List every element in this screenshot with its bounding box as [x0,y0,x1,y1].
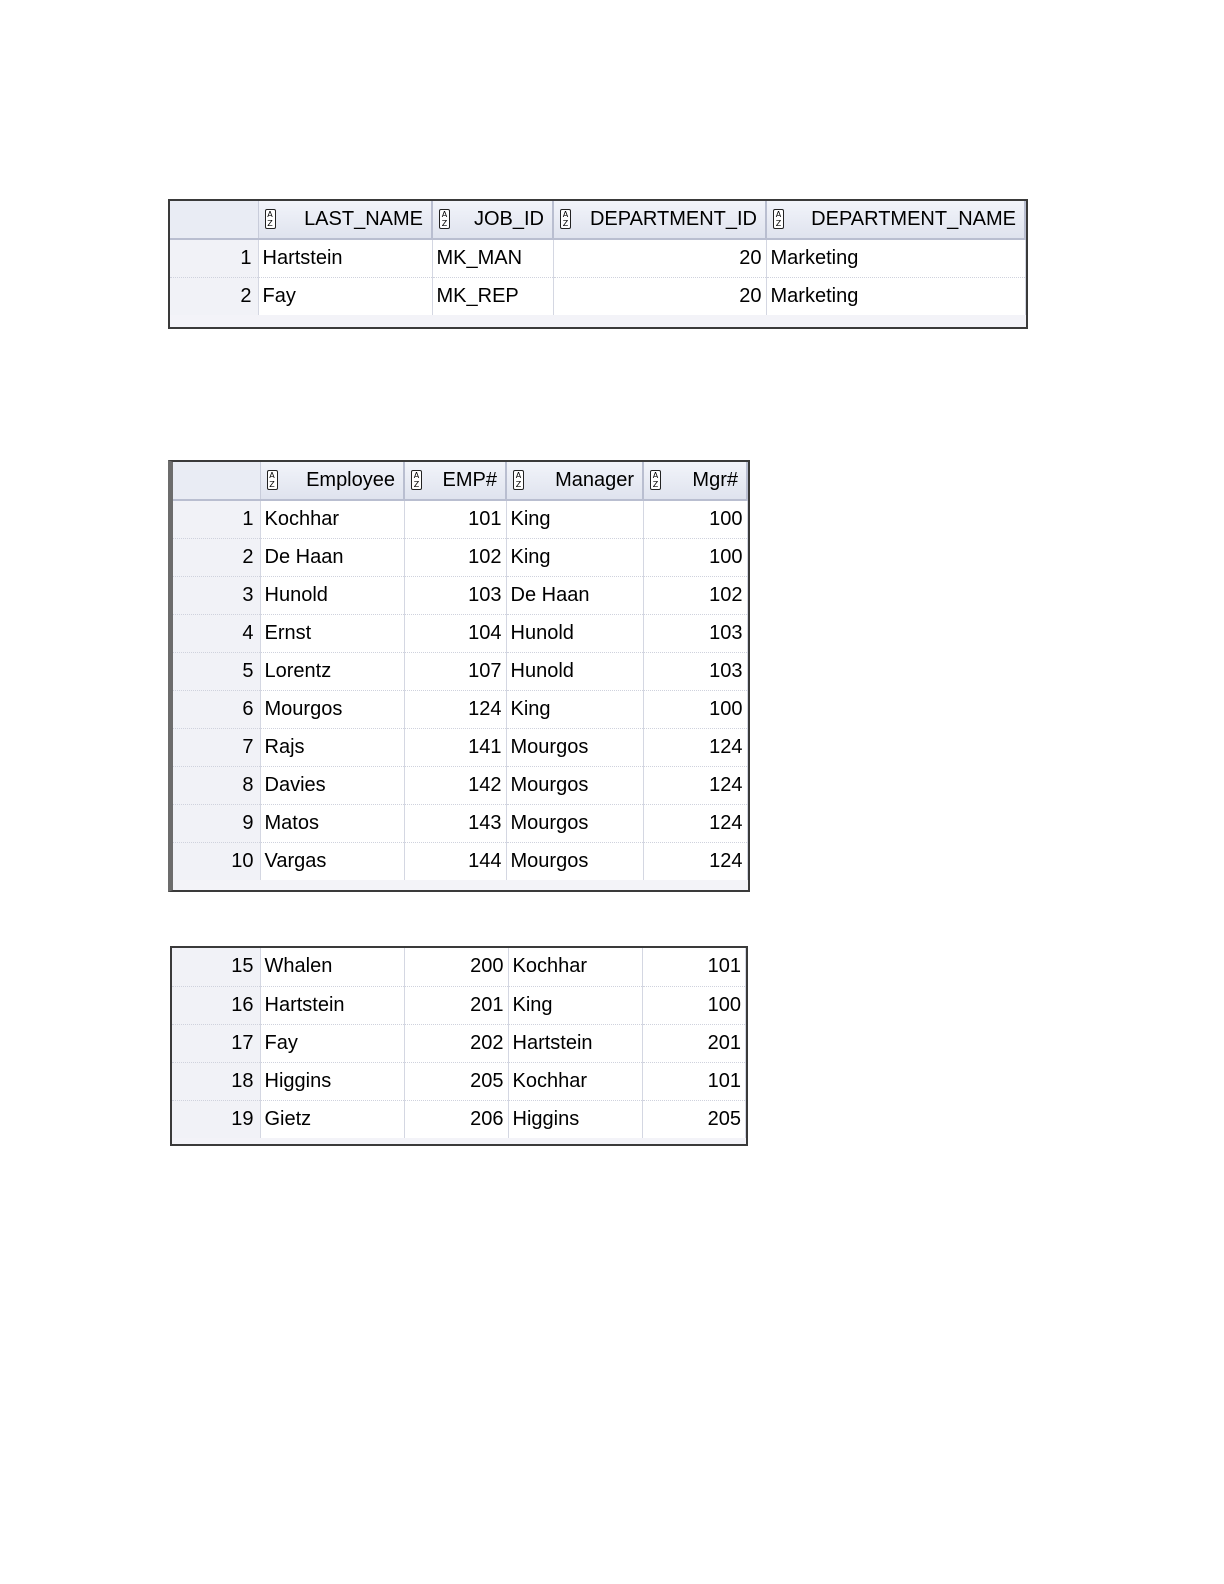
cell-mgr-number[interactable]: 201 [642,1024,746,1062]
cell-employee[interactable]: Davies [260,766,404,804]
sort-az-icon[interactable]: A Z [560,209,571,229]
cell-manager[interactable]: King [506,690,643,728]
cell-emp-number[interactable]: 201 [404,986,508,1024]
sort-az-icon[interactable]: A Z [439,209,450,229]
column-header-manager[interactable]: A Z Manager [506,462,643,500]
cell-mgr-number[interactable]: 124 [643,766,747,804]
row-number: 17 [172,1024,260,1062]
row-number: 1 [173,500,260,538]
column-header-employee[interactable]: A Z Employee [260,462,404,500]
row-number: 2 [173,538,260,576]
cell-emp-number[interactable]: 104 [404,614,506,652]
cell-department-id[interactable]: 20 [553,277,766,315]
row-number: 6 [173,690,260,728]
cell-employee[interactable]: Matos [260,804,404,842]
row-number: 10 [173,842,260,880]
cell-emp-number[interactable]: 124 [404,690,506,728]
cell-mgr-number[interactable]: 124 [643,728,747,766]
cell-manager[interactable]: De Haan [506,576,643,614]
cell-job-id[interactable]: MK_REP [432,277,553,315]
table-row[interactable] [172,986,746,1024]
cell-job-id[interactable]: MK_MAN [432,239,553,277]
column-header-mgr-number[interactable]: A Z Mgr# [643,462,747,500]
row-number: 1 [170,239,258,277]
cell-manager[interactable]: Hunold [506,652,643,690]
cell-mgr-number[interactable]: 100 [643,690,747,728]
row-number: 15 [172,948,260,986]
cell-emp-number[interactable]: 143 [404,804,506,842]
cell-mgr-number[interactable]: 124 [643,804,747,842]
table-row[interactable] [173,538,747,576]
cell-employee[interactable]: Hunold [260,576,404,614]
row-number: 16 [172,986,260,1024]
table-row[interactable] [173,576,747,614]
column-header-department-name[interactable]: A Z DEPARTMENT_NAME [766,201,1025,239]
cell-mgr-number[interactable]: 101 [642,948,746,986]
table-row[interactable] [173,690,747,728]
cell-manager[interactable]: Kochhar [508,1062,642,1100]
table-row[interactable] [173,728,747,766]
sort-az-icon[interactable]: A Z [267,470,278,490]
sort-az-icon[interactable]: A Z [265,209,276,229]
cell-mgr-number[interactable]: 103 [643,614,747,652]
row-number: 5 [173,652,260,690]
column-header-department-id[interactable]: A Z DEPARTMENT_ID [553,201,766,239]
cell-manager[interactable]: King [508,986,642,1024]
cell-employee[interactable]: Vargas [260,842,404,880]
column-header-emp-number[interactable]: A Z EMP# [404,462,506,500]
cell-mgr-number[interactable]: 103 [643,652,747,690]
cell-department-name[interactable]: Marketing [766,239,1025,277]
row-number: 18 [172,1062,260,1100]
cell-mgr-number[interactable]: 102 [643,576,747,614]
query-result-grid-departments [168,199,1028,329]
table-row[interactable] [173,500,747,538]
cell-emp-number[interactable]: 205 [404,1062,508,1100]
cell-employee[interactable]: Ernst [260,614,404,652]
cell-manager[interactable]: Hunold [506,614,643,652]
cell-mgr-number[interactable]: 100 [643,538,747,576]
cell-department-name[interactable]: Marketing [766,277,1025,315]
cell-emp-number[interactable]: 200 [404,948,508,986]
query-result-grid-employees [168,460,750,892]
query-result-grid-employees-continued [170,946,748,1146]
table-row[interactable] [170,277,1025,315]
cell-manager[interactable]: Mourgos [506,842,643,880]
row-number: 2 [170,277,258,315]
table-row[interactable] [172,1062,746,1100]
cell-manager[interactable]: King [506,500,643,538]
column-header-job-id[interactable]: A Z JOB_ID [432,201,553,239]
row-number: 3 [173,576,260,614]
row-number: 7 [173,728,260,766]
cell-emp-number[interactable]: 202 [404,1024,508,1062]
cell-manager[interactable]: Hartstein [508,1024,642,1062]
row-number-header [173,462,260,500]
table-row[interactable] [172,1024,746,1062]
cell-mgr-number[interactable]: 100 [643,500,747,538]
table-row[interactable] [172,948,746,986]
cell-employee[interactable]: Fay [260,1024,404,1062]
cell-emp-number[interactable]: 142 [404,766,506,804]
cell-employee[interactable]: Whalen [260,948,404,986]
cell-manager[interactable]: Higgins [508,1100,642,1138]
cell-last-name[interactable]: Fay [258,277,432,315]
row-number: 19 [172,1100,260,1138]
table-row[interactable] [173,766,747,804]
cell-emp-number[interactable]: 103 [404,576,506,614]
row-number: 9 [173,804,260,842]
grid-header-row [170,201,1025,239]
cell-mgr-number[interactable]: 124 [643,842,747,880]
cell-employee[interactable]: Hartstein [260,986,404,1024]
cell-emp-number[interactable]: 102 [404,538,506,576]
table-row[interactable] [173,652,747,690]
cell-emp-number[interactable]: 107 [404,652,506,690]
cell-employee[interactable]: Lorentz [260,652,404,690]
cell-emp-number[interactable]: 101 [404,500,506,538]
table-row[interactable] [173,842,747,880]
row-number: 8 [173,766,260,804]
column-header-last-name[interactable]: A Z LAST_NAME [258,201,432,239]
cell-manager[interactable]: Mourgos [506,804,643,842]
table-row[interactable] [173,614,747,652]
cell-employee[interactable]: Gietz [260,1100,404,1138]
cell-mgr-number[interactable]: 100 [642,986,746,1024]
cell-employee[interactable]: Mourgos [260,690,404,728]
row-number: 4 [173,614,260,652]
sort-az-icon[interactable]: A Z [650,470,661,490]
sort-az-icon[interactable]: A Z [513,470,524,490]
cell-department-id[interactable]: 20 [553,239,766,277]
table-row[interactable] [170,239,1025,277]
cell-manager[interactable]: Kochhar [508,948,642,986]
cell-employee[interactable]: Higgins [260,1062,404,1100]
sort-az-icon[interactable]: A Z [411,470,422,490]
cell-emp-number[interactable]: 141 [404,728,506,766]
cell-manager[interactable]: Mourgos [506,766,643,804]
cell-mgr-number[interactable]: 101 [642,1062,746,1100]
cell-employee[interactable]: Kochhar [260,500,404,538]
cell-last-name[interactable]: Hartstein [258,239,432,277]
cell-emp-number[interactable]: 144 [404,842,506,880]
cell-manager[interactable]: King [506,538,643,576]
row-number-header [170,201,258,239]
cell-mgr-number[interactable]: 205 [642,1100,746,1138]
grid-header-row [173,462,747,500]
cell-manager[interactable]: Mourgos [506,728,643,766]
sort-az-icon[interactable]: A Z [773,209,784,229]
cell-emp-number[interactable]: 206 [404,1100,508,1138]
cell-employee[interactable]: De Haan [260,538,404,576]
cell-employee[interactable]: Rajs [260,728,404,766]
table-row[interactable] [173,804,747,842]
table-row[interactable] [172,1100,746,1138]
